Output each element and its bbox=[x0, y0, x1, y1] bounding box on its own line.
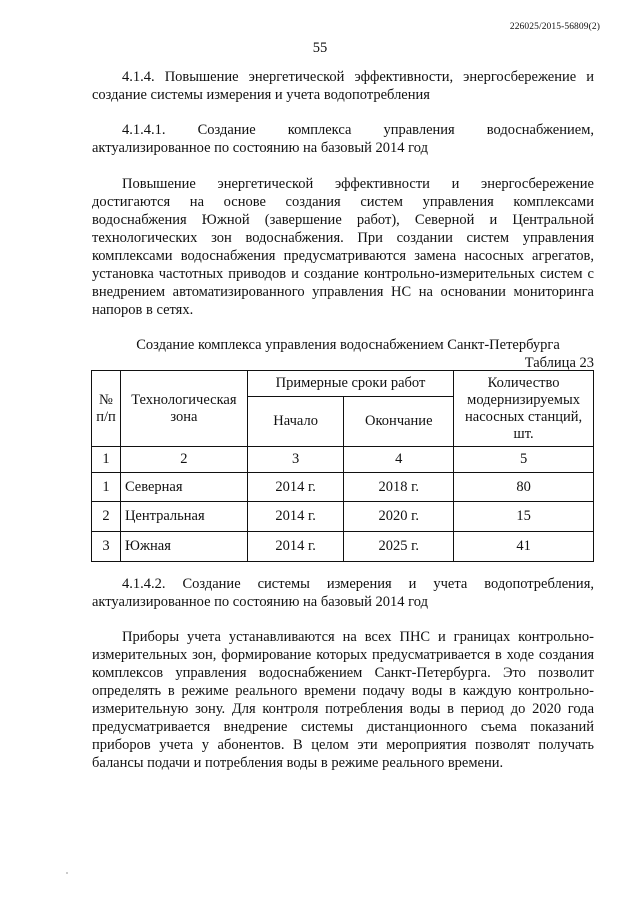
index-cell: 5 bbox=[454, 447, 594, 473]
table-index-row bbox=[92, 447, 594, 473]
paragraph-energy-efficiency: Повышение энергетической эффективности и энергосбережение достигаются на основе создания систем управления комплексами водоснабжения Южной (завершение работ), Северной и Центральной технологических зон водоснабжения. При создании систем управления комплексами водоснабжения предусматриваются замена насосных агрегатов, установка частотных приводов и создание контрольно-измерительных систем с внедрением автоматизированного управления НС на основании мониторинга напоров в сетях. bbox=[92, 176, 594, 318]
scan-speck bbox=[66, 872, 68, 874]
row-start: 2014 г. bbox=[247, 532, 344, 562]
header-start: Начало bbox=[247, 397, 344, 447]
row-num: 2 bbox=[92, 502, 121, 532]
index-cell: 3 bbox=[247, 447, 344, 473]
row-num: 1 bbox=[92, 473, 121, 502]
row-start: 2014 г. bbox=[247, 473, 344, 502]
header-end: Окончание bbox=[344, 397, 454, 447]
page-number: 55 bbox=[312, 40, 328, 56]
header-timing: Примерные сроки работ bbox=[247, 371, 453, 397]
row-count: 41 bbox=[454, 532, 594, 562]
section-heading-4-1-4: 4.1.4. Повышение энергетической эффективности, энергосбережение и создание системы измерения и учета водопотребления bbox=[92, 69, 594, 103]
document-id: 226025/2015-56809(2) bbox=[509, 22, 600, 32]
row-num: 3 bbox=[92, 532, 121, 562]
header-num: № п/п bbox=[92, 371, 121, 447]
row-end: 2018 г. bbox=[344, 473, 454, 502]
table-title: Создание комплекса управления водоснабжением Санкт-Петербурга bbox=[136, 337, 560, 353]
header-count: Количество модернизируемых насосных станций, шт. bbox=[454, 371, 594, 447]
row-count: 15 bbox=[454, 502, 594, 532]
pump-station-table bbox=[91, 370, 594, 562]
row-end: 2020 г. bbox=[344, 502, 454, 532]
table-number: Таблица 23 bbox=[524, 355, 594, 371]
table-row bbox=[92, 502, 594, 532]
section-heading-4-1-4-2: 4.1.4.2. Создание системы измерения и учета водопотребления, актуализированное по состоянию на базовый 2014 год bbox=[92, 576, 594, 610]
table-caption bbox=[92, 336, 594, 372]
index-cell: 1 bbox=[92, 447, 121, 473]
index-cell: 2 bbox=[120, 447, 247, 473]
row-zone: Центральная bbox=[120, 502, 247, 532]
table-row bbox=[92, 532, 594, 562]
row-zone: Южная bbox=[120, 532, 247, 562]
table-row bbox=[92, 473, 594, 502]
index-cell: 4 bbox=[344, 447, 454, 473]
section-heading-4-1-4-1: 4.1.4.1. Создание комплекса управления водоснабжением, актуализированное по состоянию на базовый 2014 год bbox=[92, 122, 594, 156]
header-zone: Технологическая зона bbox=[120, 371, 247, 447]
row-count: 80 bbox=[454, 473, 594, 502]
row-end: 2025 г. bbox=[344, 532, 454, 562]
row-start: 2014 г. bbox=[247, 502, 344, 532]
paragraph-metering: Приборы учета устанавливаются на всех ПНС и границах контрольно-измерительных зон, формирование которых предусматривается в ходе создания комплексов управления водоснабжением Санкт-Петербурга. Это позволит определять в режиме реального времени подачу воды в каждую контрольно-измерительную зону. Для контроля потребления воды в период до 2020 года предусматривается внедрение системы дистанционного съема показаний приборов учета у абонентов. В целом эти мероприятия позволят получать балансы подачи и потребления воды в режиме реального времени. bbox=[92, 629, 594, 771]
row-zone: Северная bbox=[120, 473, 247, 502]
